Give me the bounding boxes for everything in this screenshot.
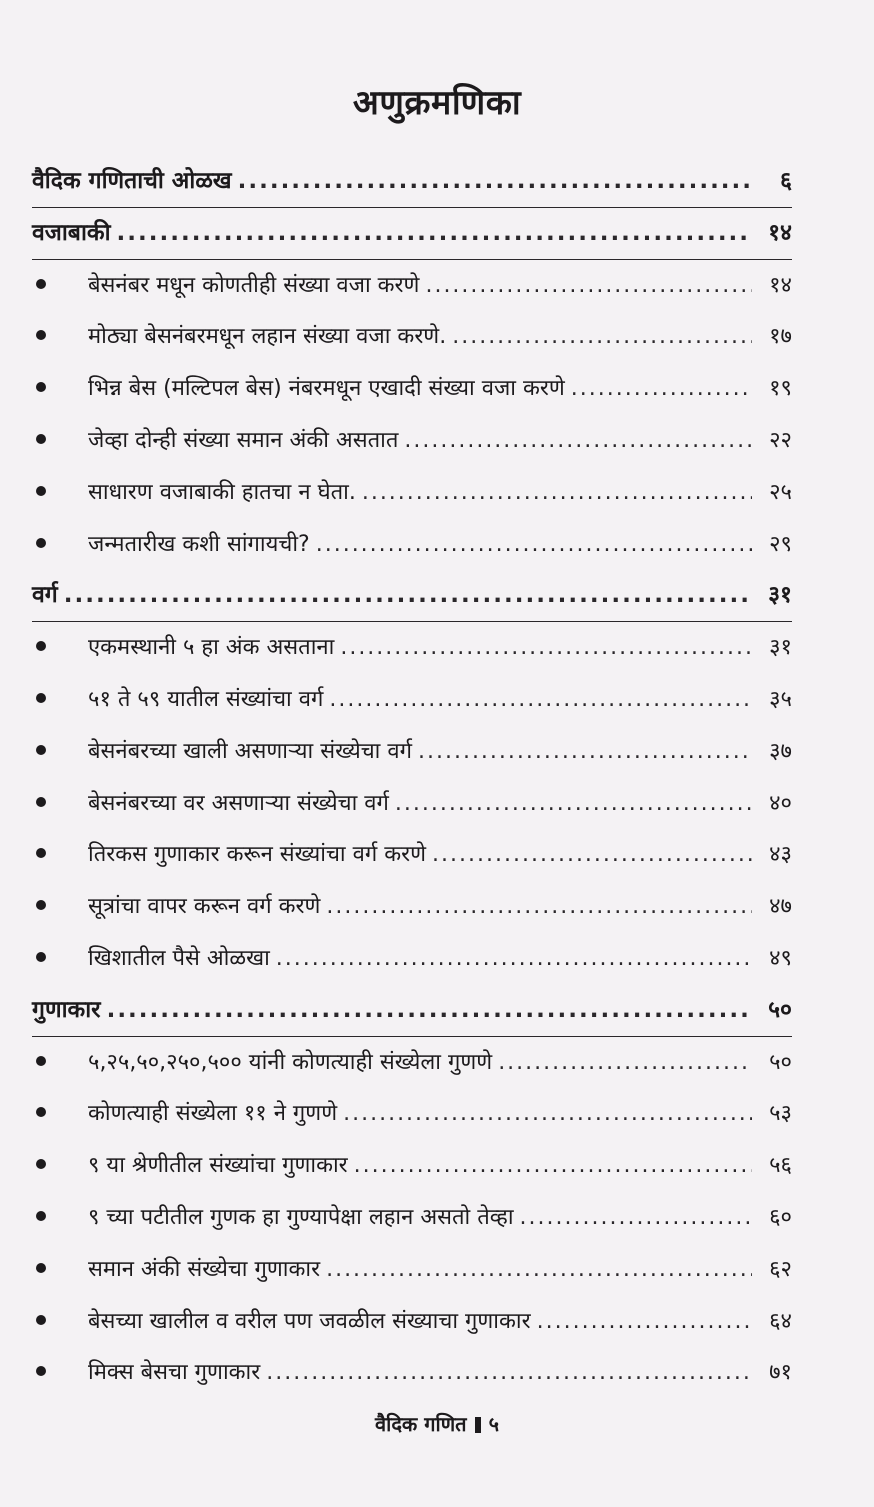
toc-label: ९ च्या पटीतील गुणक हा गुण्यापेक्षा लहान असतो तेव्हा [88, 1204, 514, 1230]
bullet-icon [36, 1107, 46, 1117]
toc-label: जेव्हा दोन्ही संख्या समान अंकी असतात [88, 427, 399, 453]
toc-entry-row [32, 674, 792, 726]
toc-label: बेसनंबरच्या वर असणाऱ्या संख्येचा वर्ग [88, 790, 389, 816]
toc-label: वैदिक गणिताची ओळख [32, 168, 232, 194]
dot-leader [418, 726, 752, 778]
toc-page-number: ६२ [769, 1256, 792, 1282]
toc-entry-row [32, 1347, 792, 1399]
toc-label: एकमस्थानी ५ हा अंक असताना [88, 635, 335, 661]
bullet-icon [36, 434, 46, 444]
dot-leader [432, 829, 752, 881]
bullet-icon [36, 1366, 46, 1376]
toc-entry-row [32, 1140, 792, 1192]
toc-page-number: २९ [769, 531, 792, 557]
dot-leader [343, 1088, 752, 1140]
toc-page-number: १४ [769, 272, 792, 298]
dot-leader [238, 156, 752, 208]
toc-label: मोठ्या बेसनंबरमधून लहान संख्या वजा करणे. [88, 324, 447, 350]
toc-page-number: ३१ [769, 635, 792, 661]
toc-entry-row [32, 467, 792, 519]
toc-page-number: ५० [768, 996, 792, 1023]
toc-label: भिन्न बेस (मल्टिपल बेस) नंबरमधून एखादी संख्या वजा करणे [88, 376, 565, 402]
dot-leader [537, 1296, 752, 1348]
toc-label: बेसनंबरच्या खाली असणाऱ्या संख्येचा वर्ग [88, 738, 412, 764]
bullet-icon [36, 1159, 46, 1169]
dot-leader [64, 570, 752, 622]
toc-entry-row [32, 933, 792, 985]
toc-page-number: ३७ [769, 738, 792, 764]
toc-entry-row [32, 1088, 792, 1140]
bullet-icon [36, 641, 46, 651]
dot-leader [276, 933, 752, 985]
toc-entry-row [32, 881, 792, 933]
toc-page-number: ३१ [768, 582, 792, 609]
bullet-icon [36, 1263, 46, 1273]
bullet-icon [36, 486, 46, 496]
dot-leader [326, 1244, 752, 1296]
bullet-icon [36, 848, 46, 858]
toc-section-row [32, 156, 792, 208]
toc-entry-row [32, 363, 792, 415]
toc-page-number: ५६ [769, 1153, 792, 1179]
toc-label: कोणत्याही संख्येला ११ ने गुणणे [88, 1101, 338, 1127]
toc-page-number: ३५ [769, 686, 792, 712]
bullet-icon [36, 279, 46, 289]
bullet-icon [36, 538, 46, 548]
dot-leader [326, 881, 752, 933]
toc-label: बेसच्या खालील व वरील पण जवळील संख्याचा गुणाकार [88, 1308, 531, 1334]
bullet-icon [36, 693, 46, 703]
page-footer [0, 1410, 874, 1437]
toc-page-number: १७ [769, 324, 792, 350]
bullet-icon [36, 382, 46, 392]
toc-page-number: ५० [769, 1049, 792, 1075]
toc-page-number: ५३ [769, 1101, 792, 1127]
dot-leader [340, 622, 752, 674]
toc-page-number: २२ [769, 427, 792, 453]
toc-label: मिक्स बेसचा गुणाकार [88, 1360, 261, 1386]
toc-entry-row [32, 1244, 792, 1296]
toc-page-number: २५ [769, 479, 792, 505]
dot-leader [117, 208, 752, 260]
dot-leader [425, 260, 752, 312]
toc-entry-row [32, 1296, 792, 1348]
dot-leader [571, 363, 752, 415]
toc-entry-row [32, 1037, 792, 1089]
toc-label: साधारण वजाबाकी हातचा न घेता. [88, 479, 356, 505]
toc-label: बेसनंबर मधून कोणतीही संख्या वजा करणे [88, 272, 420, 298]
toc-entry-row [32, 829, 792, 881]
toc-label: गुणाकार [32, 996, 101, 1023]
toc-entry-row [32, 415, 792, 467]
bullet-icon [36, 1211, 46, 1221]
page-title: अणुक्रमणिका [352, 83, 522, 123]
dot-leader [498, 1037, 752, 1089]
bullet-icon [36, 745, 46, 755]
footer-book-title: वैदिक गणित [375, 1412, 467, 1436]
toc-label: वजाबाकी [32, 219, 111, 246]
dot-leader [329, 674, 752, 726]
toc-label: ५१ ते ५९ यातील संख्यांचा वर्ग [88, 686, 324, 712]
toc-label: वर्ग [32, 582, 58, 609]
footer-page-number: ५ [488, 1412, 499, 1436]
toc-page-number: ६ [780, 168, 792, 194]
toc-page-number: ४३ [769, 842, 792, 868]
bullet-icon [36, 952, 46, 962]
toc-page-number: ४९ [769, 945, 792, 971]
toc-page-number: ६४ [769, 1308, 792, 1334]
toc-page-number: ६० [769, 1204, 792, 1230]
toc-page-number: १४ [768, 219, 792, 246]
dot-leader [404, 415, 752, 467]
toc-section-row [32, 570, 792, 622]
dot-leader [354, 1140, 752, 1192]
toc-label: जन्मतारीख कशी सांगायची? [88, 531, 310, 557]
toc-page-number: १९ [769, 376, 792, 402]
toc-label: सूत्रांचा वापर करून वर्ग करणे [88, 894, 321, 920]
toc-section-row [32, 985, 792, 1037]
toc-label: समान अंकी संख्येचा गुणाकार [88, 1256, 321, 1282]
bullet-icon [36, 1315, 46, 1325]
toc-entry-row [32, 622, 792, 674]
toc-section-row [32, 208, 792, 260]
dot-leader [316, 519, 752, 571]
toc-entry-row [32, 726, 792, 778]
toc-page-number: ७१ [769, 1360, 792, 1386]
bullet-icon [36, 330, 46, 340]
toc-label: खिशातील पैसे ओळखा [88, 945, 270, 971]
toc-page-number: ४० [769, 790, 792, 816]
toc-label: ५,२५,५०,२५०,५०० यांनी कोणत्याही संख्येला गुणणे [88, 1049, 493, 1075]
toc-page-number: ४७ [769, 894, 792, 920]
toc-label: तिरकस गुणाकार करून संख्यांचा वर्ग करणे [88, 842, 427, 868]
dot-leader [266, 1347, 752, 1399]
dot-leader [107, 985, 752, 1037]
footer-separator [475, 1417, 481, 1433]
toc-label: ९ या श्रेणीतील संख्यांचा गुणाकार [88, 1153, 348, 1179]
dot-leader [520, 1192, 752, 1244]
bullet-icon [36, 797, 46, 807]
table-of-contents [32, 156, 792, 1399]
bullet-icon [36, 1056, 46, 1066]
dot-leader [362, 467, 752, 519]
toc-entry-row [32, 519, 792, 571]
dot-leader [452, 311, 752, 363]
bullet-icon [36, 900, 46, 910]
dot-leader [395, 778, 752, 830]
toc-entry-row [32, 778, 792, 830]
toc-entry-row [32, 311, 792, 363]
toc-entry-row [32, 1192, 792, 1244]
toc-entry-row [32, 260, 792, 312]
